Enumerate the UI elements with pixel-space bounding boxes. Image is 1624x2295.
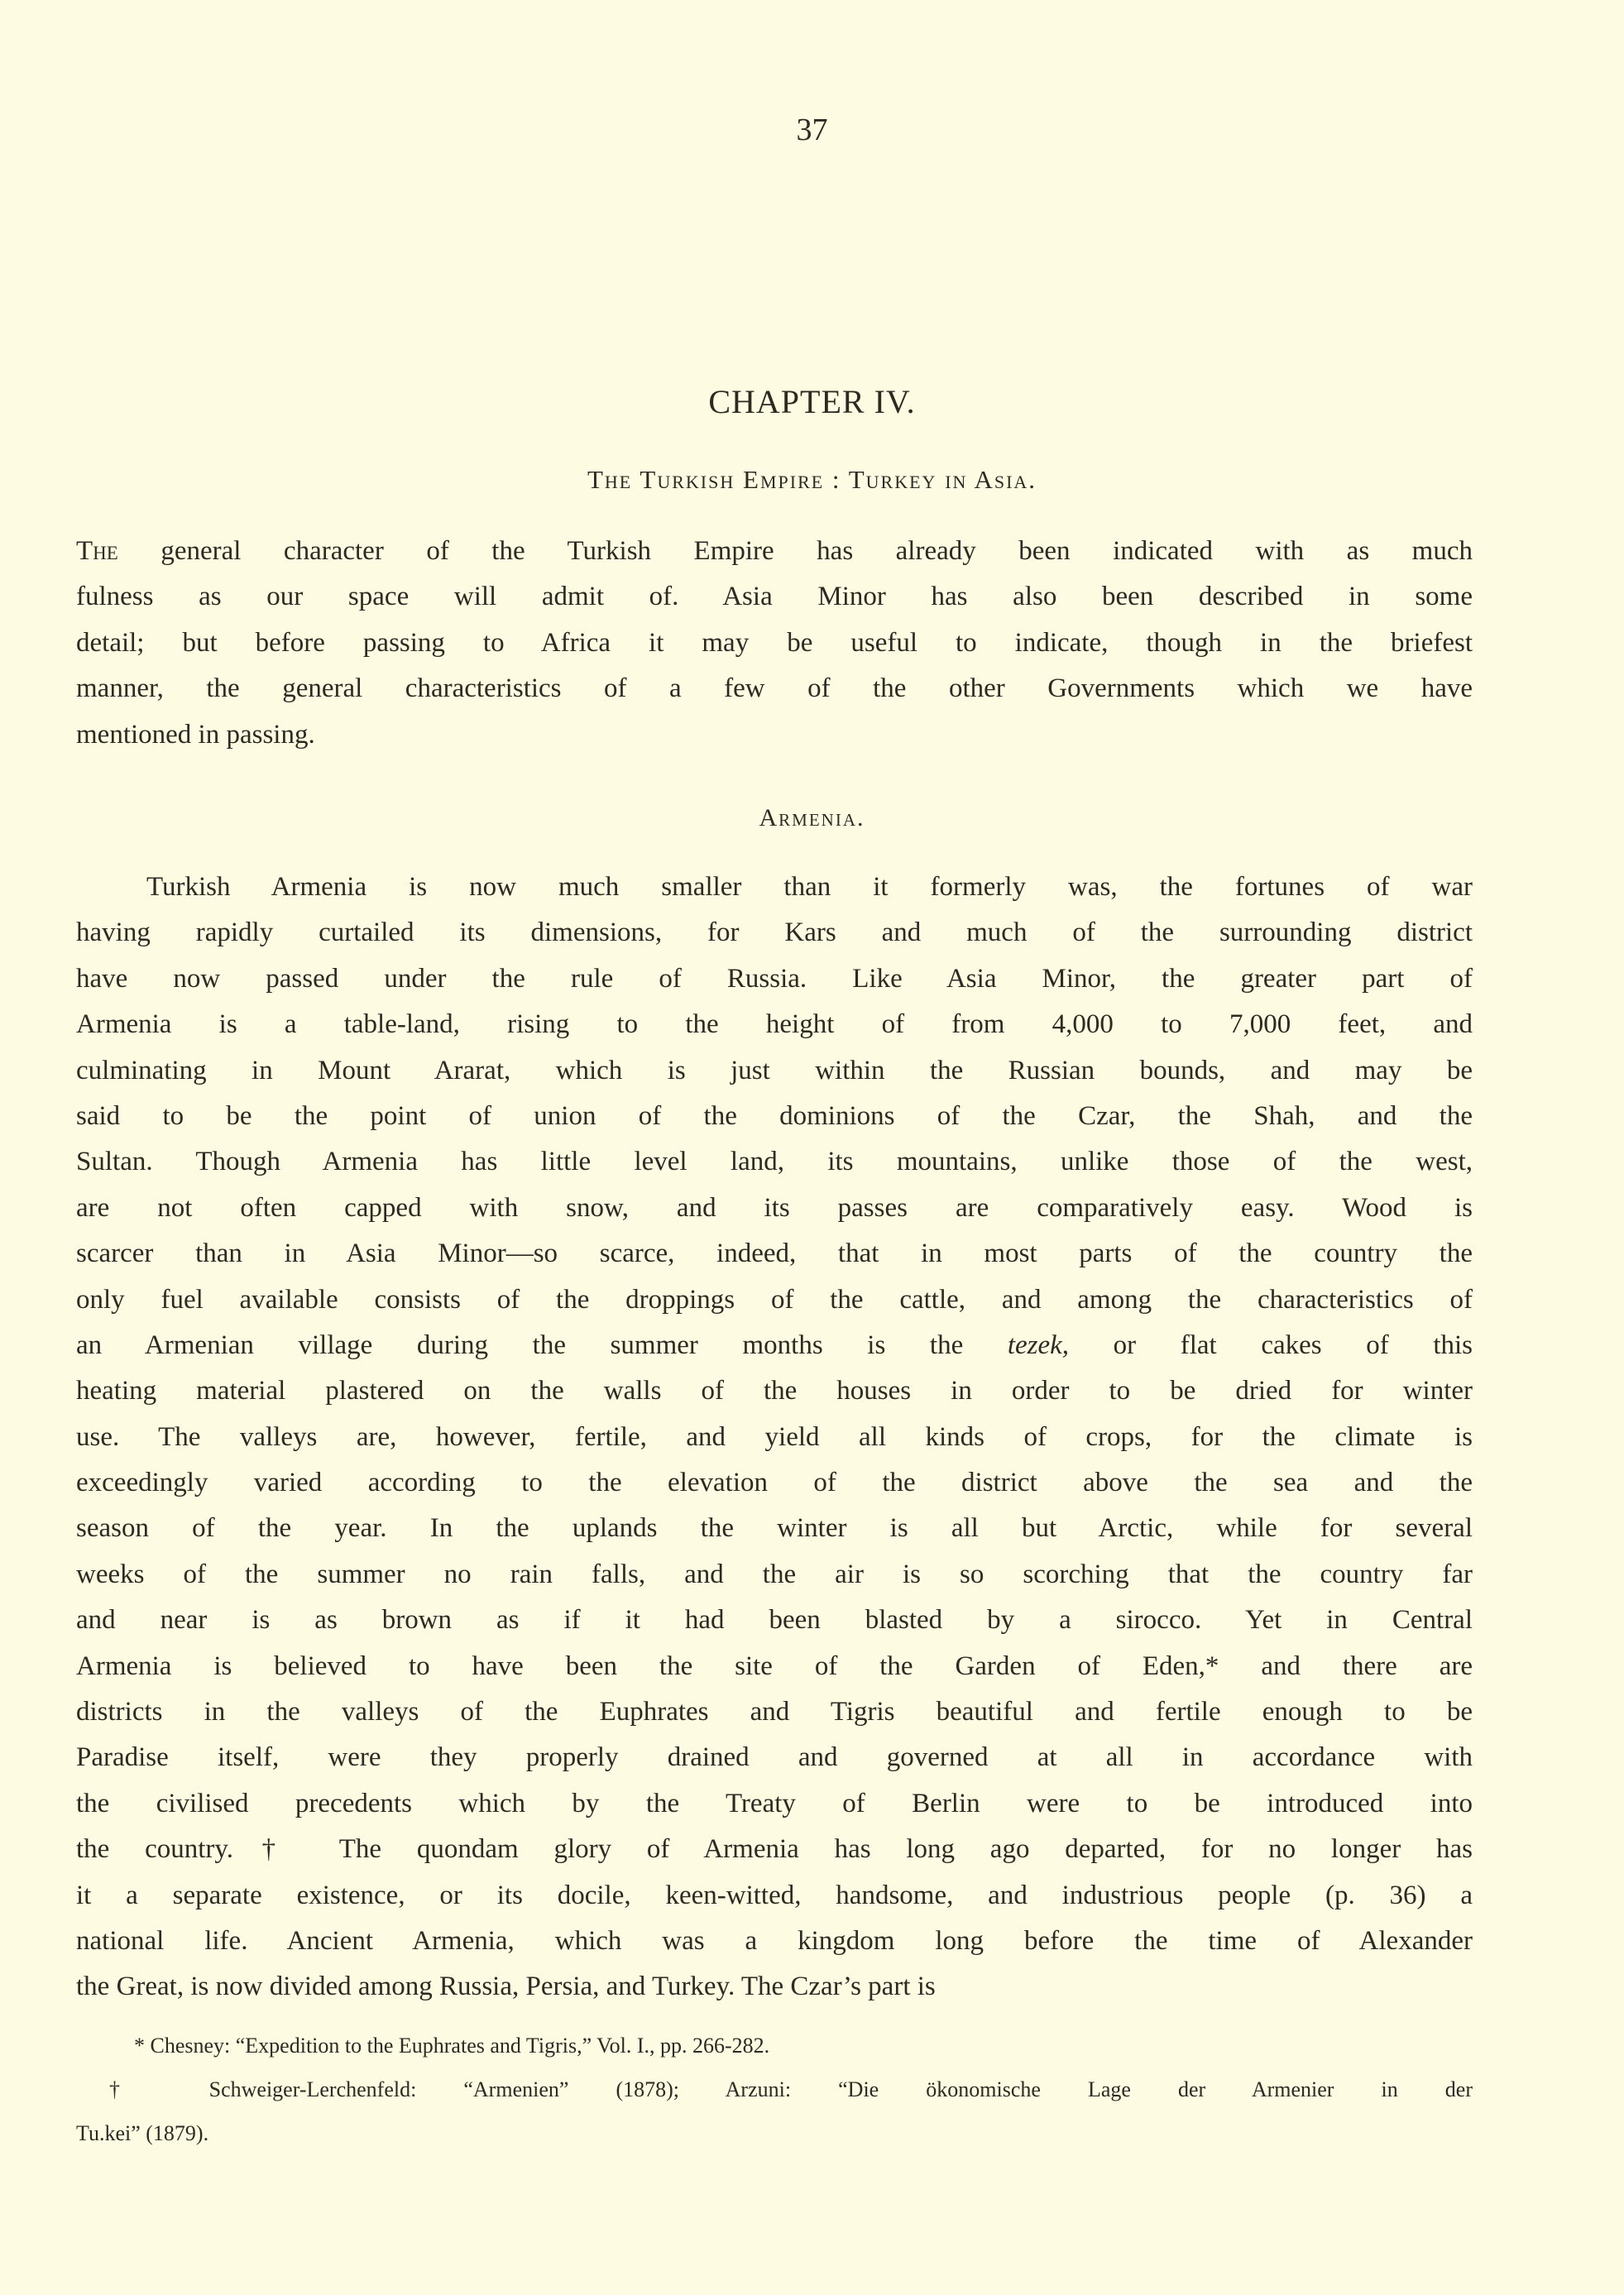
- text-segment: mentioned in passing.: [76, 719, 315, 750]
- text-line: [76, 529, 1473, 574]
- text-line: [76, 1689, 1473, 1735]
- text-line: [76, 1186, 1473, 1231]
- text-segment: Armenia is a table-land, rising to the height of from 4,000 to 7,000 feet, and: [76, 1009, 1473, 1040]
- text-segment: have now passed under the rule of Russia. Like Asia Minor, the greater part of: [76, 963, 1473, 994]
- text-segment: having rapidly curtailed its dimensions, for Kars and much of the surrounding district: [76, 918, 1473, 948]
- intro-paragraph: [76, 529, 1473, 758]
- text-line: [76, 1598, 1473, 1643]
- text-line: [76, 1460, 1473, 1506]
- text-segment: it a separate existence, or its docile, keen-witted, handsome, and industrious people (p. 36) a: [76, 1880, 1473, 1910]
- text-line: [76, 1139, 1473, 1185]
- text-line: [76, 1735, 1473, 1780]
- text-segment: are not often capped with snow, and its passes are comparatively easy. Wood is: [76, 1192, 1473, 1223]
- text-line: [76, 574, 1473, 620]
- text-line: [76, 1644, 1473, 1689]
- text-segment: districts in the valleys of the Euphrates and Tigris beautiful and fertile enough to be: [76, 1697, 1473, 1727]
- text-segment: season of the year. In the uplands the winter is all but Arctic, while for several: [76, 1513, 1473, 1544]
- text-segment: use. The valleys are, however, fertile, and yield all kinds of crops, for the climate is: [76, 1421, 1473, 1452]
- text-line: [76, 1873, 1473, 1919]
- text-segment: said to be the point of union of the dominions of the Czar, the Shah, and the: [76, 1100, 1473, 1131]
- text-segment: only fuel available consists of the droppings of the cattle, and among the characteristics of: [76, 1284, 1473, 1315]
- text-segment: fulness as our space will admit of. Asia Minor has also been described in some: [76, 582, 1473, 612]
- text-line: [76, 1919, 1473, 1964]
- text-segment: heating material plastered on the walls of the houses in order to be dried for winter: [76, 1376, 1473, 1406]
- chapter-title: CHAPTER IV.: [708, 383, 916, 420]
- chapter-subtitle: The Turkish Empire : Turkey in Asia.: [587, 465, 1037, 494]
- text-line: [76, 1827, 1473, 1872]
- footnotes: [76, 2024, 1473, 2155]
- text-segment: detail; but before passing to Africa it may be useful to indicate, though in the briefest: [76, 627, 1473, 658]
- text-segment: an Armenian village during the summer months is the: [76, 1330, 1008, 1360]
- text-segment: The: [76, 536, 118, 566]
- text-line: [76, 1231, 1473, 1277]
- text-line: [76, 956, 1473, 1002]
- text-line: [76, 1964, 1473, 2010]
- text-line: [76, 1048, 1473, 1094]
- text-line: [76, 666, 1473, 711]
- text-line: [76, 712, 1473, 758]
- italic-text: tezek,: [1007, 1330, 1070, 1360]
- text-line: [76, 910, 1473, 956]
- text-segment: the civilised precedents which by the Treaty of Berlin were to be introduced into: [76, 1788, 1473, 1818]
- text-line: [76, 1781, 1473, 1827]
- text-line: [76, 1552, 1473, 1598]
- text-line: [76, 620, 1473, 666]
- text-segment: Paradise itself, were they properly drained and governed at all in accordance with: [76, 1742, 1473, 1773]
- text-line: [76, 1368, 1473, 1414]
- text-segment: exceedingly varied according to the elevation of the district above the sea and the: [76, 1468, 1473, 1498]
- text-line: [76, 865, 1473, 910]
- text-line: [76, 1415, 1473, 1460]
- text-segment: the country.† The quondam glory of Armenia has long ago departed, for no longer has: [76, 1834, 1473, 1865]
- footnote-line: Tu.kei” (1879).: [76, 2121, 209, 2145]
- text-segment: Turkish Armenia is now much smaller than it formerly was, the fortunes of war: [146, 872, 1473, 902]
- text-segment: Sultan. Though Armenia has little level land, its mountains, unlike those of the west,: [76, 1147, 1473, 1177]
- armenia-paragraph: [76, 865, 1473, 2010]
- text-line: [76, 1277, 1473, 1323]
- text-segment: general character of the Turkish Empire has already been indicated with as much: [117, 536, 1473, 566]
- text-segment: manner, the general characteristics of a few of the other Governments which we have: [76, 673, 1473, 704]
- section-heading: Armenia.: [759, 804, 865, 831]
- text-segment: the Great, is now divided among Russia, Persia, and Turkey. The Czar’s part is: [76, 1972, 936, 2002]
- text-segment: national life. Ancient Armenia, which was a kingdom long before the time of Alexander: [76, 1925, 1473, 1956]
- text-line: [76, 1323, 1473, 1368]
- text-segment: scarcer than in Asia Minor—so scarce, indeed, that in most parts of the country the: [76, 1239, 1473, 1269]
- text-segment: weeks of the summer no rain falls, and the air is so scorching that the country far: [76, 1559, 1473, 1589]
- footnote-line: † Schweiger-Lerchenfeld: “Armenien” (1878); Arzuni: “Die ökonomische Lage der Armenier in der: [109, 2077, 1473, 2101]
- page-number: 37: [796, 113, 828, 147]
- footnote-line: * Chesney: “Expedition to the Euphrates and Tigris,” Vol. I., pp. 266-282.: [134, 2034, 770, 2058]
- text-line: [76, 1094, 1473, 1139]
- text-segment: culminating in Mount Ararat, which is just within the Russian bounds, and may be: [76, 1055, 1473, 1085]
- text-segment: or flat cakes of this: [1069, 1330, 1473, 1360]
- text-segment: Armenia is believed to have been the site of the Garden of Eden,* and there are: [76, 1651, 1473, 1681]
- text-segment: and near is as brown as if it had been blasted by a sirocco. Yet in Central: [76, 1605, 1473, 1636]
- text-line: [76, 1002, 1473, 1047]
- text-line: [76, 1506, 1473, 1551]
